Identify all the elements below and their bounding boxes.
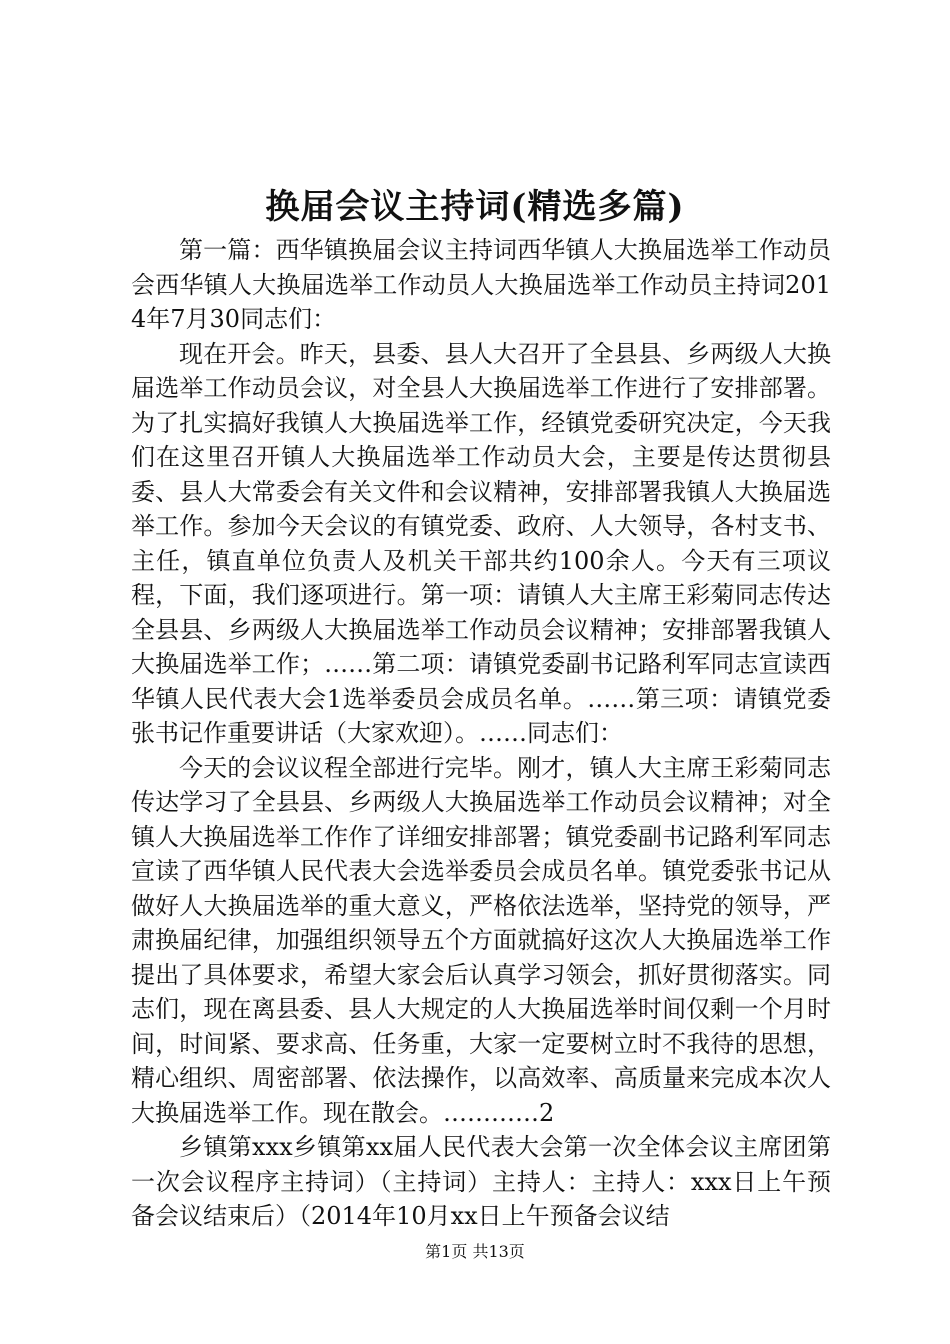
page-footer: 第1页 共13页 bbox=[425, 1242, 525, 1261]
paragraph: 第一篇：西华镇换届会议主持词西华镇人大换届选举工作动员会西华镇人大换届选举工作动员人大换届选举工作动员主持词2014年7月30同志们： bbox=[131, 236, 831, 333]
paragraph: 乡镇第xxx乡镇第xx届人民代表大会第一次全体会议主席团第一次会议程序主持词）（主持词）主持人：主持人：xxx日上午预备会议结束后）（2014年10月xx日上午预备会议结 bbox=[131, 1133, 831, 1230]
paragraph: 现在开会。昨天，县委、县人大召开了全县县、乡两级人大换届选举工作动员会议，对全县人大换届选举工作进行了安排部署。为了扎实搞好我镇人大换届选举工作，经镇党委研究决定，今天我们在这里召开镇人大换届选举工作动员大会，主要是传达贯彻县委、县人大常委会有关文件和会议精神，安排部署我镇人大换届选举工作。参加今天会议的有镇党委、政府、人大领导，各村支书、主任，镇直单位负责人及机关干部共约100余人。今天有三项议程，下面，我们逐项进行。第一项：请镇人大主席王彩菊同志传达全县县、乡两级人大换届选举工作动员会议精神；安排部署我镇人大换届选举工作；……第二项：请镇党委副书记路利军同志宣读西华镇人民代表大会1选举委员会成员名单。……第三项：请镇党委张书记作重要讲话（大家欢迎）。……同志们： bbox=[131, 339, 831, 747]
document-title: 换届会议主持词(精选多篇) bbox=[265, 187, 685, 227]
document-body bbox=[131, 233, 831, 1234]
paragraph: 今天的会议议程全部进行完毕。刚才，镇人大主席王彩菊同志传达学习了全县县、乡两级人大换届选举工作动员会议精神；对全镇人大换届选举工作作了详细安排部署；镇党委副书记路利军同志宣读了西华镇人民代表大会选举委员会成员名单。镇党委张书记从做好人大换届选举的重大意义，严格依法选举，坚持党的领导，严肃换届纪律，加强组织领导五个方面就搞好这次人大换届选举工作提出了具体要求，希望大家会后认真学习领会，抓好贯彻落实。同志们，现在离县委、县人大规定的人大换届选举时间仅剩一个月时间，时间紧、要求高、任务重，大家一定要树立时不我待的思想，精心组织、周密部署、依法操作，以高效率、高质量来完成本次人大换届选举工作。现在散会。…………2 bbox=[131, 753, 831, 1127]
